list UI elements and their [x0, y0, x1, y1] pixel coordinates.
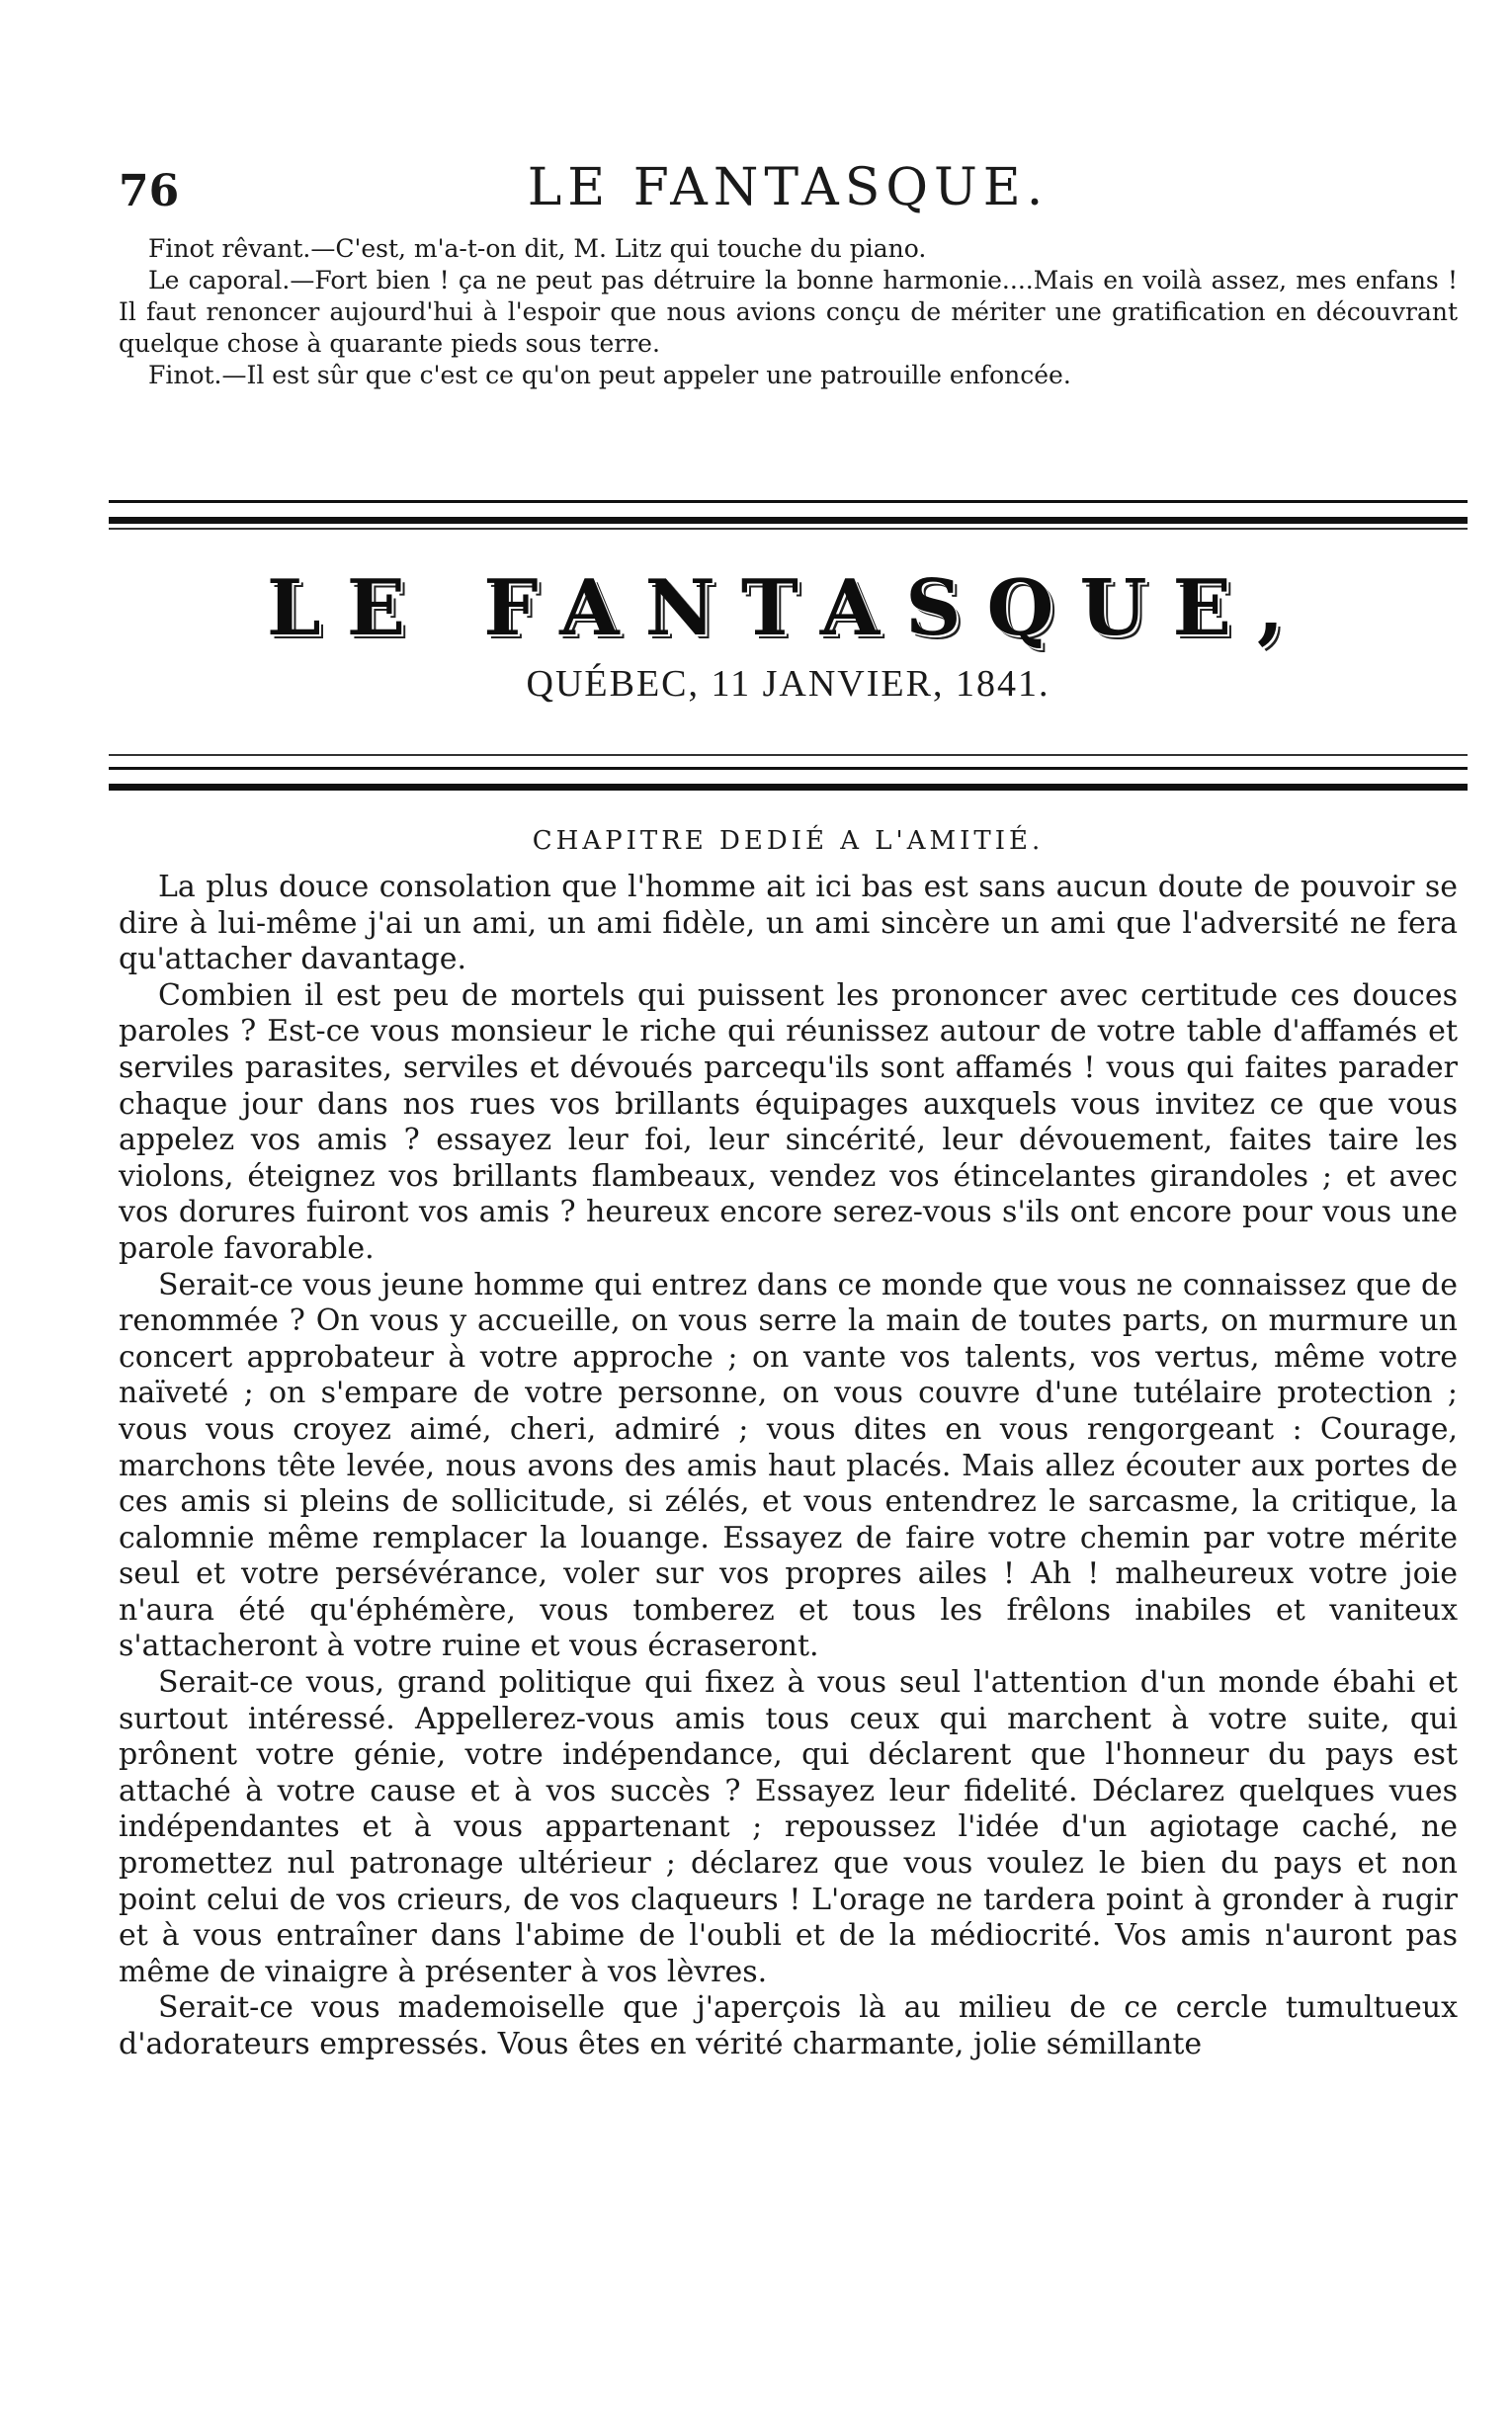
- article-paragraph: Serait-ce vous, grand politique qui fixez à vous seul l'attention d'un monde ébahi et surtout intéressé. Appellerez-vous amis tous ceux qui marchent à votre suite, qui prônent votre génie, votre indépendance, qui déclarent que l'honneur du pays est attaché à votre cause et à vos succès ? Essayez leur fidelité. Déclarez quelques vues indépendantes et à vous appartenant ; repoussez l'idée d'un agiotage caché, ne promettez nul patronage ultérieur ; déclarez que vous voulez le bien du pays et non point celui de vos crieurs, de vos claqueurs ! L'orage ne tardera point à gronder à rugir et à vous entraîner dans l'abime de l'oubli et de la médiocrité. Vos amis n'auront pas même de vinaigre à présenter à vos lèvres.: [119, 1665, 1458, 1989]
- running-title: LE FANTASQUE.: [527, 158, 1050, 217]
- article-paragraph: Serait-ce vous mademoiselle que j'aperçois là au milieu de ce cercle tumultueux d'adorateurs empressés. Vous êtes en vérité charmante, jolie sémillante: [119, 1990, 1458, 2061]
- previous-article-paragraph: Finot rêvant.—C'est, m'a-t-on dit, M. Litz qui touche du piano.: [148, 234, 927, 263]
- running-head: [119, 158, 1458, 217]
- masthead-title: LE FANTASQUE,: [266, 563, 1310, 653]
- chapter-heading: CHAPITRE DEDIÉ A L'AMITIÉ.: [532, 826, 1045, 856]
- previous-article-paragraph: Le caporal.—Fort bien ! ça ne peut pas détruire la bonne harmonie....Mais en voilà assez, mes enfans ! Il faut renoncer aujourd'hui à l'espoir que nous avions conçu de mériter une gratification en découvrant quelque chose à quarante pieds sous terre.: [119, 266, 1458, 358]
- masthead-bottom-rule: [109, 767, 1468, 791]
- masthead-bottom-thin-rule: [109, 754, 1468, 756]
- masthead-top-rule: [109, 500, 1468, 524]
- article-paragraph: Combien il est peu de mortels qui puissent les prononcer avec certitude ces douces paroles ? Est-ce vous monsieur le riche qui réunissez autour de votre table d'affamés et serviles parasites, serviles et dévoués parcequ'ils sont affamés ! vous qui faites parader chaque jour dans nos rues vos brillants équipages auxquels vous invitez ce que vous appelez vos amis ? essayez leur foi, leur sincérité, leur dévouement, faites taire les violons, éteignez vos brillants flambeaux, vendez vos étincelantes girandoles ; et avec vos dorures fuiront vos amis ? heureux encore serez-vous s'ils ont encore pour vous une parole favorable.: [119, 977, 1458, 1266]
- masthead-dateline: QUÉBEC, 11 JANVIER, 1841.: [526, 663, 1050, 705]
- article-paragraph: Serait-ce vous jeune homme qui entrez dans ce monde que vous ne connaissez que de renommée ? On vous y accueille, on vous serre la main de toutes parts, on murmure un concert approbateur à votre approche ; on vante vos talents, vos vertus, même votre naïveté ; on s'empare de votre personne, on vous couvre d'une tutélaire protection ; vous vous croyez aimé, cheri, admiré ; vous dites en vous rengorgeant : Courage, marchons tête levée, nous avons des amis haut placés. Mais allez écouter aux portes de ces amis si pleins de sollicitude, si zélés, et vous entendrez le sarcasme, la critique, la calomnie même remplacer la louange. Essayez de faire votre chemin par votre mérite seul et votre persévérance, voler sur vos propres ailes ! Ah ! malheureux votre joie n'aura été qu'éphémère, vous tomberez et tous les frêlons inabiles et vaniteux s'attacheront à votre ruine et vous écraseront.: [119, 1267, 1458, 1664]
- page-number: 76: [119, 166, 180, 216]
- masthead-top-thin-rule: [109, 528, 1468, 530]
- article-body: [119, 870, 1458, 2063]
- previous-article-paragraph: Finot.—Il est sûr que c'est ce qu'on peut appeler une patrouille enfoncée.: [148, 361, 1071, 389]
- article-paragraph: La plus douce consolation que l'homme ait ici bas est sans aucun doute de pouvoir se dire à lui-même j'ai un ami, un ami fidèle, un ami sincère un ami que l'adversité ne fera qu'attacher davantage.: [119, 870, 1458, 977]
- previous-article: [119, 233, 1458, 391]
